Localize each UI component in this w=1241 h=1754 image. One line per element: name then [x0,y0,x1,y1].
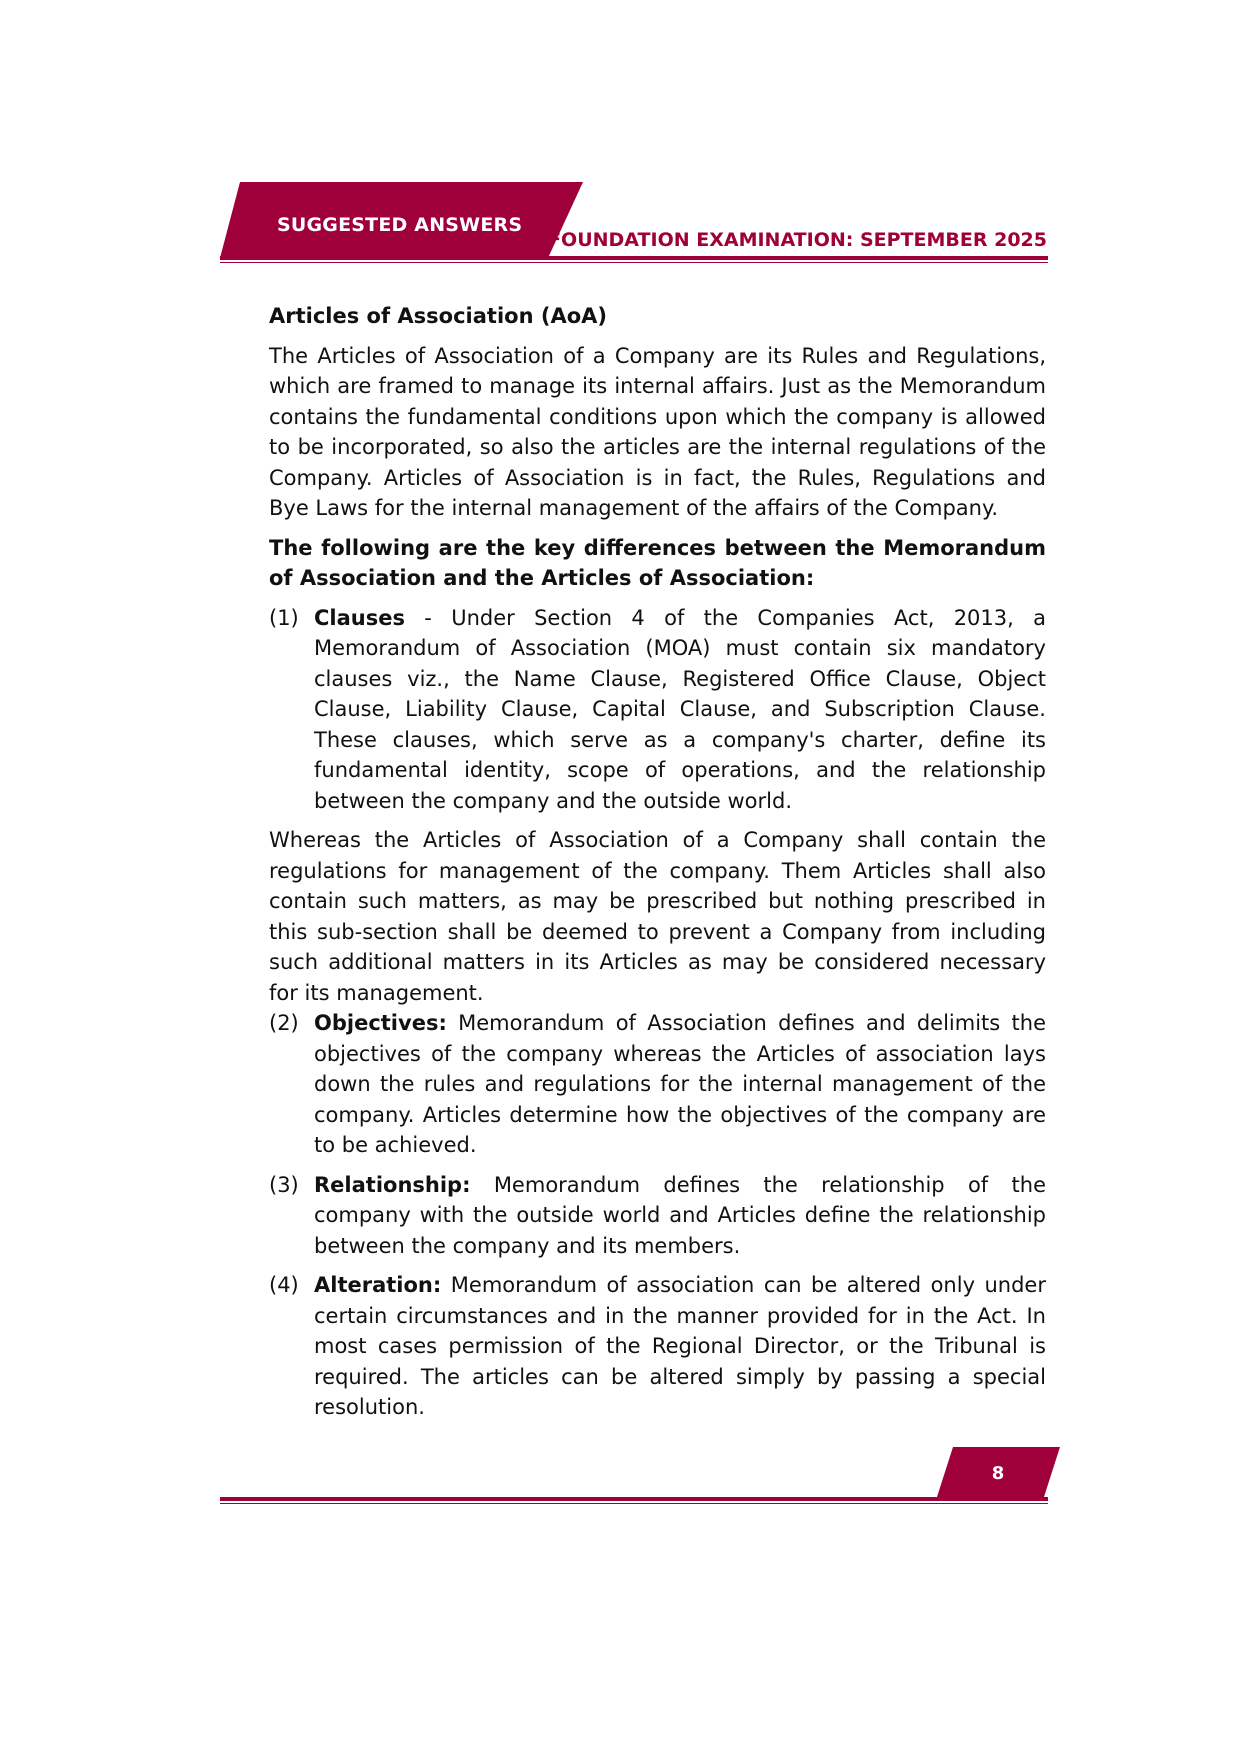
differences-heading: The following are the key differences between the Memorandum of Association and the Articles of Association: [269,535,1046,590]
item-number: (2) [269,1011,299,1035]
item-term: Objectives: [314,1011,447,1035]
item-text: Memorandum of association can be altered only under certain circumstances and in the manner provided for in the Act. In most cases permission of the Regional Director, or the Tribunal is required. The articles can be altered simply by passing a special resolution. [314,1273,1046,1419]
list-item-objectives [269,1008,1046,1161]
item-number: (1) [269,605,299,630]
header-rule [220,256,1048,260]
list-item-clauses [269,603,1046,817]
item-term: Relationship: [314,1172,471,1197]
page-content [269,301,1046,1432]
item-text: Memorandum of Association defines and delimits the objectives of the company whereas the Articles of association lays down the rules and regulations for the internal management of the company. Articles determine how the objectives of the company are to be achieved. [314,1011,1046,1157]
header-tab-label: SUGGESTED ANSWERS [277,214,523,236]
item-body [314,1270,1046,1423]
section-heading: Articles of Association (AoA) [269,304,607,328]
item-text: - Under Section 4 of the Companies Act, 2013, a Memorandum of Association (MOA) must contain six mandatory clauses viz., the Name Clause, Registered Office Clause, Object Clause, Liability Clause, Capital Clause, and Subscription Clause. These clauses, which serve as a company's charter, define its fundamental identity, scope of operations, and the relationship between the company and the outside world. [314,605,1046,813]
item-number: (3) [269,1172,299,1197]
item-term: Clauses [314,605,405,630]
page-number: 8 [991,1463,1005,1484]
list-item-alteration [269,1270,1046,1423]
intro-paragraph: The Articles of Association of a Company are its Rules and Regulations, which are framed to manage its internal affairs. Just as the Memorandum contains the fundamental conditions upon which the company is allowed to be incorporated, so also the articles are the internal regulations of the Company. Articles of Association is in fact, the Rules, Regulations and Bye Laws for the internal management of the affairs of the Company. [269,343,1046,520]
list-item-relationship [269,1170,1046,1262]
item-body [314,603,1046,817]
footer-rule [220,1497,1048,1501]
item-text: Memorandum defines the relationship of the company with the outside world and Articles define the relationship between the company and its members. [314,1172,1046,1258]
item-body [314,1170,1046,1262]
item-term: Alteration: [314,1273,442,1297]
header-rule-thin [220,262,1048,263]
item-extra-paragraph: Whereas the Articles of Association of a Company shall contain the regulations for management of the company. Them Articles shall also contain such matters, as may be prescribed but nothing prescribed in this sub-section shall be deemed to prevent a Company from including such additional matters in its Articles as may be considered necessary for its management. [269,828,1046,1005]
item-number: (4) [269,1273,299,1297]
exam-title: FOUNDATION EXAMINATION: SEPTEMBER 2025 [548,229,1047,251]
footer-rule-thin [220,1503,1048,1504]
item-body [314,1008,1046,1161]
